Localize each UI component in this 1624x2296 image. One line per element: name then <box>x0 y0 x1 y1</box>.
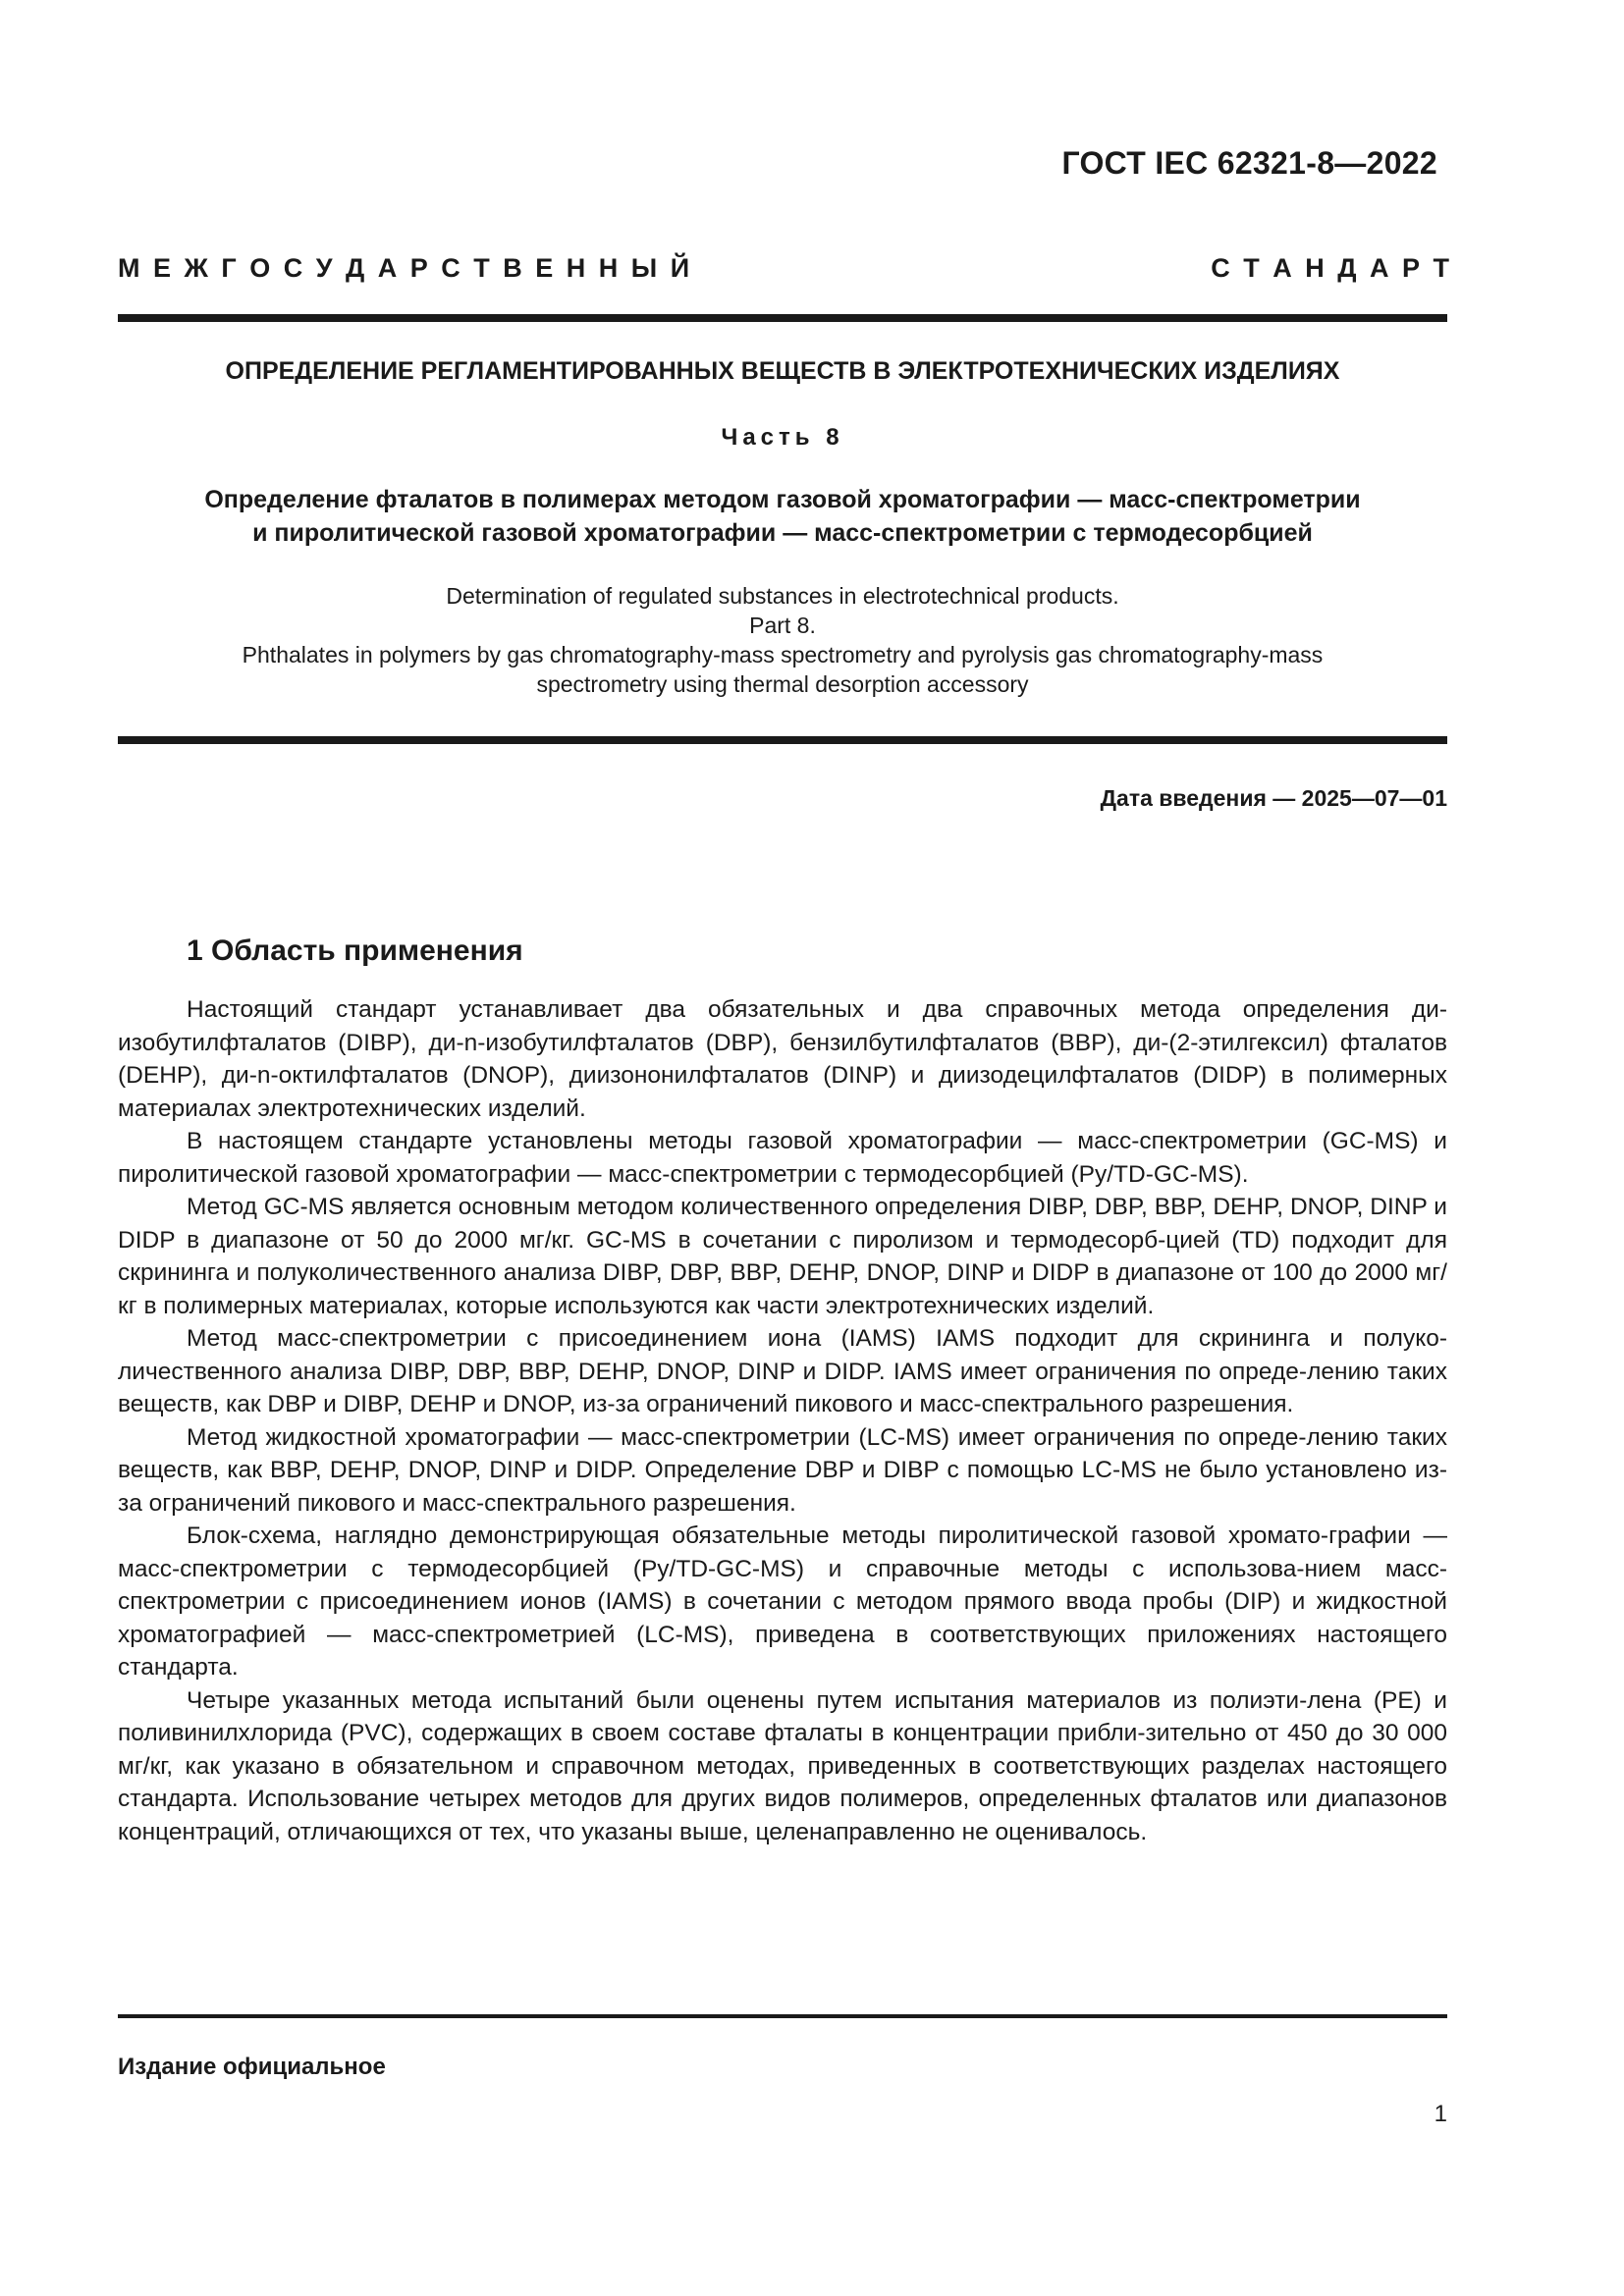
paragraph: Блок-схема, наглядно демонстрирующая обязательные методы пиролитической газовой хромато-графии — масс-спектрометрии с термодесорбцией (Py/TD-GC-MS) и справочные методы с использова-нием масс-спектрометрии с присоединением ионов (IAMS) в сочетании с методом прямого ввода пробы (DIP) и жидкостной хроматографией — масс-спектрометрией (LC-MS), приведена в соответствующих приложениях настоящего стандарта. <box>118 1522 1447 1681</box>
footer-rule <box>118 2014 1447 2018</box>
introduction-date: Дата введения — 2025—07—01 <box>1100 785 1447 811</box>
title-rule <box>118 736 1447 744</box>
page-number: 1 <box>1434 2101 1447 2127</box>
document-subtitle <box>118 483 1447 550</box>
english-title-line: spectrometry using thermal desorption accessory <box>536 671 1029 697</box>
subtitle-line: Определение фталатов в полимерах методом газовой хроматографии — масс-спектрометрии <box>204 486 1361 513</box>
english-title-line: Determination of regulated substances in electrotechnical products. <box>446 583 1119 609</box>
paragraph: Четыре указанных метода испытаний были оценены путем испытания материалов из полиэти-лена (PE) и поливинилхлорида (PVC), содержащих в своем составе фталаты в концентрации прибли-зительно от 450 до 30 000 мг/кг, как указано в обязательном и справочном методах, приведенных в соответствующих разделах настоящего стандарта. Использование четырех методов для других видов полимеров, определенных фталатов или диапазонов концентраций, отличающихся от тех, что указаны выше, целенаправленно не оценивалось. <box>118 1686 1447 1845</box>
subtitle-line: и пиролитической газовой хроматографии — масс-спектрометрии с термодесорбцией <box>252 519 1313 547</box>
english-title <box>118 581 1447 699</box>
standard-number: ГОСТ IEC 62321-8—2022 <box>1061 145 1437 181</box>
standard-type-standard: С Т А Н Д А Р Т <box>1211 253 1449 283</box>
paragraph: Метод жидкостной хроматографии — масс-спектрометрии (LC-MS) имеет ограничения по опреде-лению таких веществ, как BBP, DEHP, DNOP, DINP и DIDP. Определение DBP и DIBP с помощью LC-MS не было установлено из-за ограничений пикового и масс-спектрального разрешения. <box>118 1423 1447 1517</box>
header-rule <box>118 314 1447 322</box>
paragraph: Настоящий стандарт устанавливает два обязательных и два справочных метода определения ди-изобутилфталатов (DIBP), ди-n-изобутилфталатов (DBP), бензилбутилфталатов (BBP), ди-(2-этилгексил) фталатов (DEHP), ди-n-октилфталатов (DNOP), диизононилфталатов (DINP) и диизодецилфталатов (DIDP) в полимерных материалах электротехнических изделий. <box>118 996 1447 1122</box>
paragraph: Метод GC-MS является основным методом количественного определения DIBP, DBP, BBP, DEHP, DNOP, DINP и DIDP в диапазоне от 50 до 2000 мг/кг. GC-MS в сочетании с пиролизом и термодесорб-цией (TD) подходит для скрининга и полуколичественного анализа DIBP, DBP, BBP, DEHP, DNOP, DINP и DIDP в диапазоне от 100 до 2000 мг/кг в полимерных материалах, которые используются как части электротехнических изделий. <box>118 1194 1447 1319</box>
paragraph: В настоящем стандарте установлены методы газовой хроматографии — масс-спектрометрии (GC-MS) и пиролитической газовой хроматографии — масс-спектрометрии с термодесорбцией (Py/TD-GC-MS). <box>118 1128 1447 1188</box>
document-title: ОПРЕДЕЛЕНИЕ РЕГЛАМЕНТИРОВАННЫХ ВЕЩЕСТВ В ЭЛЕКТРОТЕХНИЧЕСКИХ ИЗДЕЛИЯХ <box>225 357 1340 385</box>
document-part: Часть 8 <box>721 424 844 451</box>
english-title-line: Phthalates in polymers by gas chromatography-mass spectrometry and pyrolysis gas chromatography-mass <box>242 642 1324 667</box>
standard-type <box>118 253 1449 284</box>
english-title-line: Part 8. <box>749 613 816 638</box>
official-edition-label: Издание официальное <box>118 2054 386 2080</box>
paragraph: Метод масс-спектрометрии с присоединением иона (IAMS) IAMS подходит для скрининга и полуко-личественного анализа DIBP, DBP, BBP, DEHP, DNOP, DINP и DIDP. IAMS имеет ограничения по опреде-лению таких веществ, как DBP и DIBP, DEHP и DNOP, из-за ограничений пикового и масс-спектрального разрешения. <box>118 1325 1447 1417</box>
standard-type-interstate: М Е Ж Г О С У Д А Р С Т В Е Н Н Ы Й <box>118 253 690 283</box>
section-body <box>118 993 1447 1848</box>
section-heading: 1 Область применения <box>187 934 523 967</box>
